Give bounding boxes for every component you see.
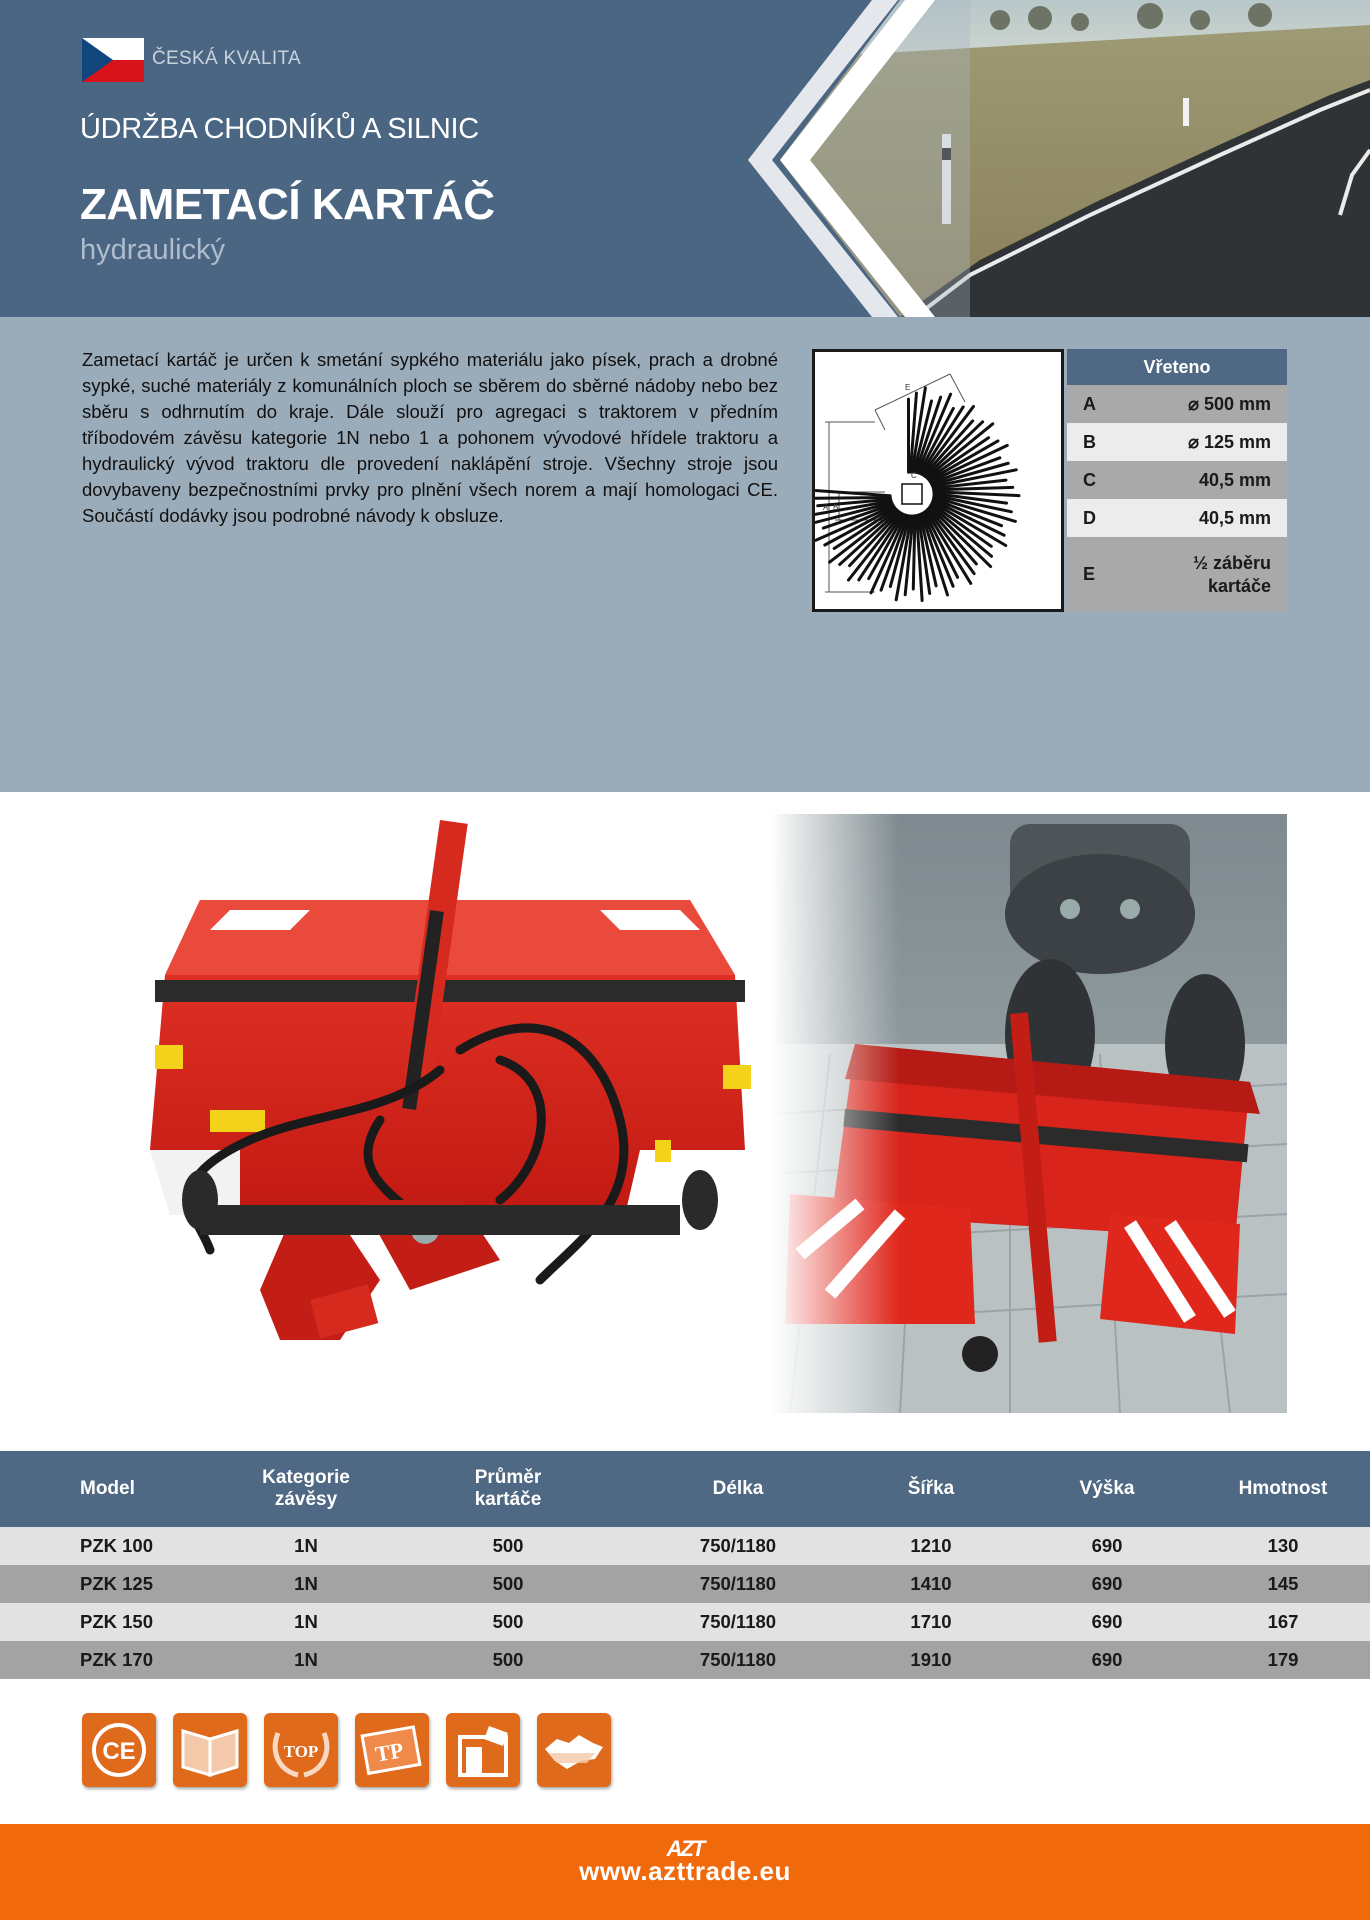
czech-flag-icon xyxy=(82,38,144,82)
table-cell: 167 xyxy=(1196,1603,1370,1641)
table-cell: 500 xyxy=(384,1641,632,1679)
table-cell: PZK 100 xyxy=(0,1527,228,1565)
spec-value: ⌀ 500 mm xyxy=(1188,393,1271,414)
spec-key: E xyxy=(1083,564,1096,584)
table-cell: 750/1180 xyxy=(632,1641,844,1679)
column-header-label: Kategorie závěsy xyxy=(262,1467,350,1510)
table-cell: 690 xyxy=(1018,1527,1196,1565)
table-cell: 690 xyxy=(1018,1565,1196,1603)
table-cell: 1710 xyxy=(844,1603,1018,1641)
table-header-row xyxy=(0,1451,1370,1527)
table-cell: 500 xyxy=(384,1565,632,1603)
column-header xyxy=(384,1451,632,1527)
table-cell: 690 xyxy=(1018,1603,1196,1641)
table-row xyxy=(0,1641,1370,1679)
diagram-label-c: C xyxy=(911,471,917,480)
czech-map-icon xyxy=(537,1713,611,1787)
column-header: Hmotnost xyxy=(1196,1451,1370,1527)
table-cell: 750/1180 xyxy=(632,1527,844,1565)
tractor-mounted-photo xyxy=(770,814,1287,1413)
column-header: Výška xyxy=(1018,1451,1196,1527)
table-cell: 500 xyxy=(384,1527,632,1565)
table-cell: 145 xyxy=(1196,1565,1370,1603)
tp-certificate-icon xyxy=(355,1713,429,1787)
brush-bristle xyxy=(815,490,890,496)
ce-mark-icon xyxy=(82,1713,156,1787)
page-subtitle: hydraulický xyxy=(80,234,226,266)
diagram-label-b: B xyxy=(833,503,839,512)
column-header: Šířka xyxy=(844,1451,1018,1527)
product-description: Zametací kartáč je určen k smetání sypkého materiálu jako písek, prach a drobné sypké, suché materiály z komunálních ploch se sběrem do sběrné nádoby nebo bez sběru s odhrnutím do kraje. Dále slouží pro agregaci s traktorem v předním tříbodovém závěsu kategorie 1N nebo 1 a pohonem vývodové hřídele traktoru a hydraulický vývod traktoru dle provedení naklápění stroje. Všechny stroje jsou dovybaveny bezpečnostními prvky pro plnění všech norem a mají homologaci CE. Součástí dodávky jsou podrobné návody k obsluze. xyxy=(82,349,778,526)
website-url[interactable]: www.azttrade.eu xyxy=(579,1856,791,1886)
spec-heading: Vřeteno xyxy=(1067,349,1287,385)
spec-row xyxy=(1067,385,1287,423)
brush-bristle xyxy=(930,507,991,567)
model-spec-table xyxy=(0,1451,1370,1679)
table-cell: PZK 150 xyxy=(0,1603,228,1641)
top-quality-text: TOP xyxy=(283,1742,319,1761)
table-row xyxy=(0,1603,1370,1641)
spec-key: B xyxy=(1083,431,1096,452)
azt-logo-text: AZT xyxy=(666,1836,704,1860)
diagram-label-a: A xyxy=(823,503,829,512)
table-cell: PZK 170 xyxy=(0,1641,228,1679)
brush-drawing xyxy=(815,352,1061,609)
table-row xyxy=(0,1527,1370,1565)
table-cell: 1N xyxy=(228,1641,384,1679)
spec-row xyxy=(1067,423,1287,461)
table-cell: 179 xyxy=(1196,1641,1370,1679)
spec-key: A xyxy=(1083,393,1096,414)
sweeper-brush-photo xyxy=(80,820,800,1380)
table-cell: 750/1180 xyxy=(632,1603,844,1641)
column-header: Délka xyxy=(632,1451,844,1527)
spec-value: ⌀ 125 mm xyxy=(1188,431,1271,452)
column-header-label: Průměr kartáče xyxy=(474,1467,542,1510)
page-title: ZAMETACÍ KARTÁČ xyxy=(80,180,495,229)
table-cell: PZK 125 xyxy=(0,1565,228,1603)
spec-row xyxy=(1067,461,1287,499)
table-cell: 1N xyxy=(228,1527,384,1565)
spec-key: D xyxy=(1083,507,1096,528)
tp-certificate-text: TP xyxy=(373,1737,406,1767)
manual-book-icon xyxy=(173,1713,247,1787)
column-header: Model xyxy=(0,1451,228,1527)
table-cell: 690 xyxy=(1018,1641,1196,1679)
spec-row xyxy=(1067,537,1287,612)
spec-value: 40,5 mm xyxy=(1198,469,1271,490)
table-cell: 1N xyxy=(228,1565,384,1603)
spec-value: 40,5 mm xyxy=(1198,507,1271,528)
table-cell: 1210 xyxy=(844,1527,1018,1565)
table-row xyxy=(0,1565,1370,1603)
spec-key: C xyxy=(1083,469,1096,490)
ce-mark-text: CE xyxy=(102,1738,136,1765)
packaging-icon xyxy=(446,1713,520,1787)
category-heading: ÚDRŽBA CHODNÍKŮ A SILNIC xyxy=(80,113,479,145)
table-cell: 750/1180 xyxy=(632,1565,844,1603)
column-header xyxy=(228,1451,384,1527)
quality-label: ČESKÁ KVALITA xyxy=(152,48,301,69)
table-cell: 130 xyxy=(1196,1527,1370,1565)
brush-diagram xyxy=(812,349,1064,612)
table-cell: 1910 xyxy=(844,1641,1018,1679)
spec-value: ½ záběru kartáče xyxy=(1192,552,1271,596)
brush-bristle xyxy=(815,498,890,499)
top-quality-icon xyxy=(264,1713,338,1787)
spindle-spec-table xyxy=(1067,349,1287,612)
table-cell: 1410 xyxy=(844,1565,1018,1603)
table-cell: 1N xyxy=(228,1603,384,1641)
spec-row xyxy=(1067,499,1287,537)
table-cell: 500 xyxy=(384,1603,632,1641)
diagram-label-e: E xyxy=(905,383,911,392)
